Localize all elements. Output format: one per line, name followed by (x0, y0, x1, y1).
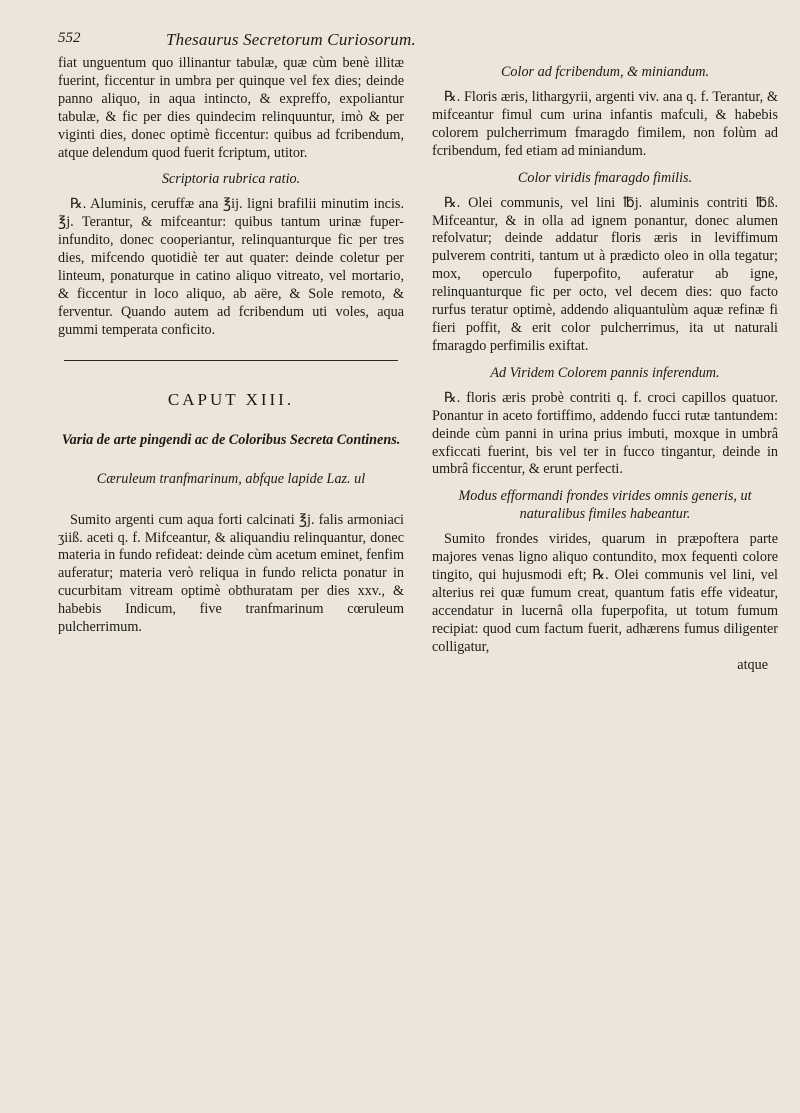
section-heading: Color viridis fmaragdo fimilis. (517, 169, 693, 186)
paragraph: Sumito argenti cum aqua forti calcinati ℥j. falis armoniaci ʒiiß. aceti q. f. Mifceantur, & aliquandiu relinquantur, donec materia in fundo refideat: deinde cùm acetum eminet, fenfim auferatur; materia verò reliqua in fundo relicta ponatur in cucurbitam vitream optimè obthuratam per dies xxv., & habebis Indicum, five tranfmarinum cœruleum pulcherrimum. (58, 511, 404, 636)
paragraph: ℞. Aluminis, ceruffæ ana ℥ij. ligni brafilii minutim incis. ℥j. Terantur, & mifceantur: quibus tantum urinæ fuper-infundito, donec cooperiantur, relinquanturque fic per tres dies, mifcendo quotidiè ter aut quater: deinde coletur per linteum, ponaturque in catino aliquo vitreato, vel mortario, & ficcentur in loco aliquo, ab aëre, & Sole remoto, & ferventur. Quando autem ad fcribendum uti voles, aqua gummi temperata conficito. (58, 196, 404, 338)
paragraph: fiat unguentum quo illinantur tabulæ, quæ cùm benè illitæ fuerint, ficcentur in umbra per quinque vel fex dies; deinde panno aliquo, in aqua intincto, & expreffo, expoliantur tabulæ, & fic per dies quindecim relinquuntur, imò & per viginti dies, donec optimè ficcentur: quibus ad fcribendum, atque delendum quod fuerit fcriptum, utitor. (58, 55, 404, 161)
catchword: atque (737, 656, 768, 673)
section-heading: Ad Viridem Colorem pannis inferendum. (490, 364, 720, 381)
left-column (58, 55, 404, 675)
section-heading: Cæruleum tranfmarinum, abfque lapide Laz. ul (96, 470, 366, 487)
chapter-heading: CAPUT XIII. (167, 389, 295, 409)
section-heading: Color ad fcribendum, & miniandum. (500, 64, 710, 80)
divider (64, 360, 398, 361)
paragraph: ℞. Olei communis, vel lini ℔j. aluminis contriti ℔ß. Mifceantur, & in olla ad ignem ponantur, donec alumen refolvatur; deinde addatur floris æris in leviffimum pulverem contriti, tantum ut à prædicto oleo in olla tegatur; mox, operculo fuperpofito, auferatur ab igne, relinquanturque fic per octo, vel decem dies: quo facto rurfus teratur optimè, addendo aliquantulùm aquæ refinæ fi fieri poffit, & erit color pulcherrimus, ita ut naturali fmaragdo perfimilis exiftat. (432, 194, 778, 354)
paragraph: ℞. Floris æris, lithargyrii, argenti viv. ana q. f. Terantur, & mifceantur fimul cum urina infantis mafculi, & habebis colorem pulcherrimum fmaragdo fimilem, non folùm ad fcribendum, fed etiam ad miniandum. (432, 89, 778, 159)
section-heading: Scriptoria rubrica ratio. (161, 171, 301, 188)
chapter-title: Varia de arte pingendi ac de Coloribus Secreta Continens. (61, 431, 401, 448)
running-title: Thesaurus Secretorum Curiosorum. (166, 30, 416, 49)
section-heading: Modus efformandi frondes virides omnis generis, ut naturalibus fimiles habeantur. (458, 488, 752, 523)
paragraph: ℞. floris æris probè contriti q. f. croci capillos quatuor. Ponantur in aceto fortiffimo, addendo fucci rutæ tantundem: deinde cùm panni in urina prius imbuti, moxque in umbrâ exficcati fuerint, bis vel ter in fucco tingantur, deinde in umbrâ ficcentur, & erunt perfecti. (432, 389, 778, 478)
page-header (58, 30, 778, 52)
paragraph: Sumito frondes virides, quarum in præpoftera parte majores venas ligno aliquo contundito, mox fequenti colore tingito, qui hujusmodi eft; ℞. Olei communis vel lini, vel alterius rei quæ fumum creat, quantum fatis effe videatur, accendatur in lucernâ olla fuperpofita, ut totum fumum recipiat: quod cum factum fuerit, adhærens fumus diligenter colligatur, (432, 531, 778, 655)
text-columns (58, 55, 778, 675)
right-column (432, 55, 778, 675)
page-number: 552 (58, 30, 81, 46)
